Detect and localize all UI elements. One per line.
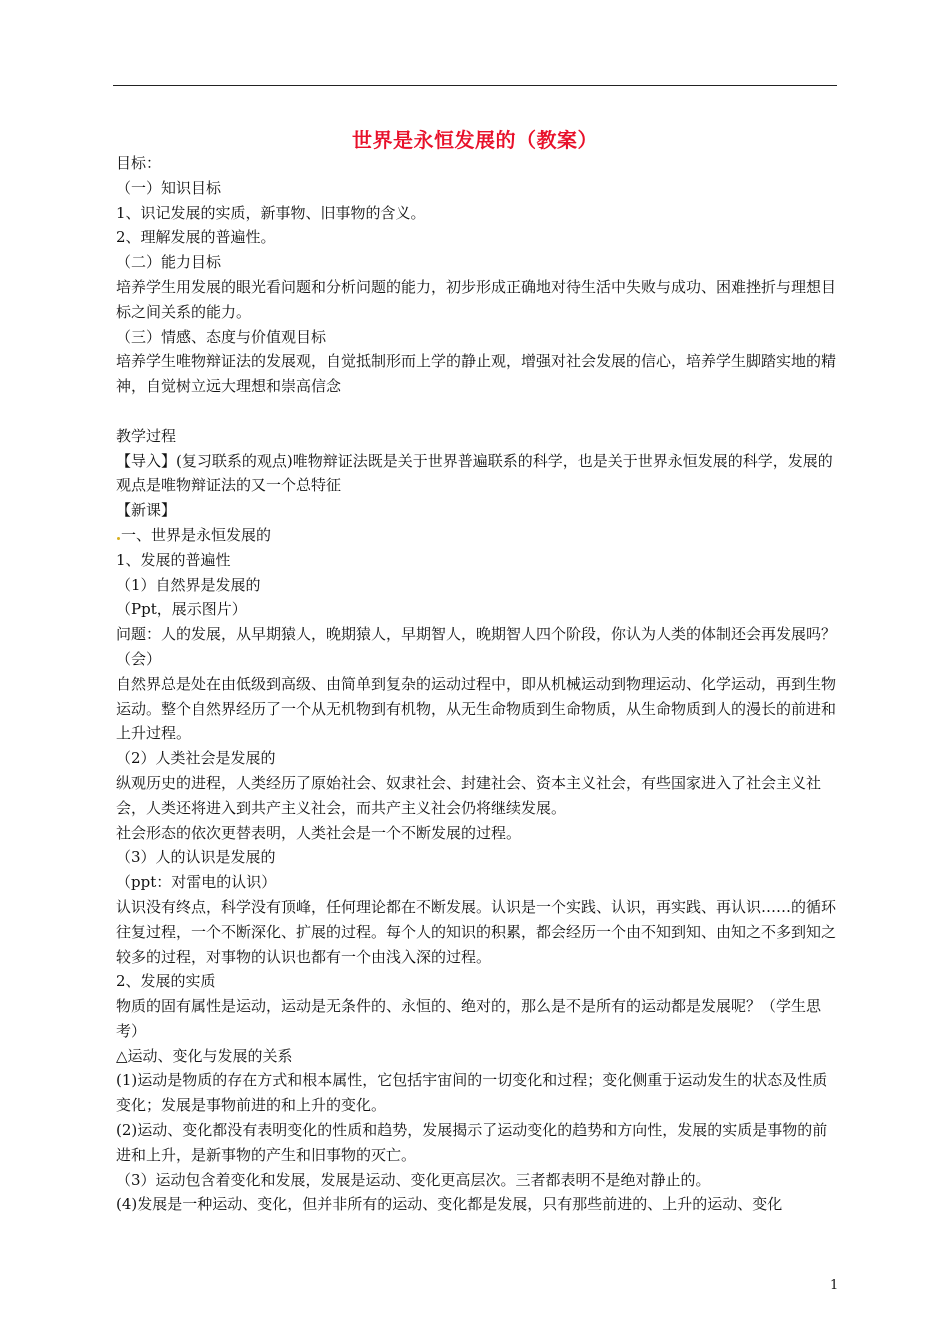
- header-rule: [113, 85, 837, 86]
- paragraph: 2、发展的实质: [116, 972, 216, 991]
- paragraph: △运动、变化与发展的关系: [116, 1046, 293, 1065]
- paragraph: （ppt：对雷电的认识）: [116, 873, 277, 892]
- paragraph: 自然界总是处在由低级到高级、由简单到复杂的运动过程中，即从机械运动到物理运动、化学运动，再到生物运动。整个自然界经历了一个从无机物到有机物，从无生命物质到生命物质，从生命物质到人的漫长的前进和上升过程。: [116, 674, 837, 743]
- page-number: 1: [830, 1278, 839, 1293]
- document-title: 世界是永恒发展的（教案）: [352, 128, 598, 152]
- paragraph: （二）能力目标: [116, 253, 222, 272]
- paragraph-text: 一、世界是永恒发展的: [121, 525, 272, 544]
- paragraph: 教学过程: [116, 426, 177, 445]
- blank-line: [116, 399, 838, 424]
- paragraph: 培养学生唯物辩证法的发展观，自觉抵制形而上学的静止观，增强对社会发展的信心，培养学生脚踏实地的精神，自觉树立远大理想和崇高信念: [116, 352, 837, 396]
- paragraph: 1、发展的普遍性: [116, 550, 231, 569]
- paragraph: （2）人类社会是发展的: [116, 749, 276, 768]
- paragraph: 培养学生用发展的眼光看问题和分析问题的能力，初步形成正确地对待生活中失败与成功、困难挫折与理想目标之间关系的能力。: [116, 277, 837, 321]
- paragraph-with-marker: [116, 523, 838, 548]
- paragraph: （3）运动包含着变化和发展，发展是运动、变化更高层次。三者都表明不是绝对静止的。: [116, 1170, 711, 1189]
- paragraph: （Ppt，展示图片）: [116, 600, 247, 619]
- paragraph: 1、识记发展的实质，新事物、旧事物的含义。: [116, 203, 426, 222]
- document-body: [116, 151, 838, 1217]
- paragraph: 目标：: [116, 154, 162, 172]
- paragraph: (4)发展是一种运动、变化，但并非所有的运动、变化都是发展，只有那些前进的、上升的运动、变化: [116, 1195, 783, 1214]
- paragraph: 2、理解发展的普遍性。: [116, 228, 276, 247]
- paragraph: 【新课】: [116, 501, 177, 520]
- paragraph: （三）情感、态度与价值观目标: [116, 327, 327, 346]
- paragraph: 问题：人的发展，从早期猿人，晚期猿人，早期智人，晚期智人四个阶段，你认为人类的体制还会再发展吗？（会）: [116, 625, 837, 668]
- paragraph: （3）人的认识是发展的: [116, 848, 276, 867]
- edit-marker-icon: [117, 537, 120, 540]
- paragraph: 认识没有终点，科学没有顶峰，任何理论都在不断发展。认识是一个实践、认识，再实践、再认识……的循环往复过程，一个不断深化、扩展的过程。每个人的知识的积累，都会经历一个由不知到知、由知之不多到知之较多的过程，对事物的认识也都有一个由浅入深的过程。: [116, 897, 837, 966]
- paragraph: （一）知识目标: [116, 178, 222, 197]
- paragraph: 【导入】(复习联系的观点)唯物辩证法既是关于世界普遍联系的科学，也是关于世界永恒发展的科学，发展的观点是唯物辩证法的又一个总特征: [116, 451, 833, 495]
- paragraph: 纵观历史的进程，人类经历了原始社会、奴隶社会、封建社会、资本主义社会，有些国家进入了社会主义社会，人类还将进入到共产主义社会，而共产主义社会仍将继续发展。: [116, 773, 822, 817]
- paragraph: (2)运动、变化都没有表明变化的性质和趋势，发展揭示了运动变化的趋势和方向性，发展的实质是事物的前进和上升，是新事物的产生和旧事物的灭亡。: [116, 1121, 828, 1164]
- paragraph: (1)运动是物质的存在方式和根本属性，它包括宇宙间的一切变化和过程；变化侧重于运动发生的状态及性质变化；发展是事物前进的和上升的变化。: [116, 1071, 828, 1115]
- paragraph: （1）自然界是发展的: [116, 575, 261, 594]
- paragraph: 物质的固有属性是运动，运动是无条件的、永恒的、绝对的，那么是不是所有的运动都是发展呢？（学生思考）: [116, 997, 822, 1040]
- paragraph: 社会形态的依次更替表明，人类社会是一个不断发展的过程。: [116, 823, 522, 842]
